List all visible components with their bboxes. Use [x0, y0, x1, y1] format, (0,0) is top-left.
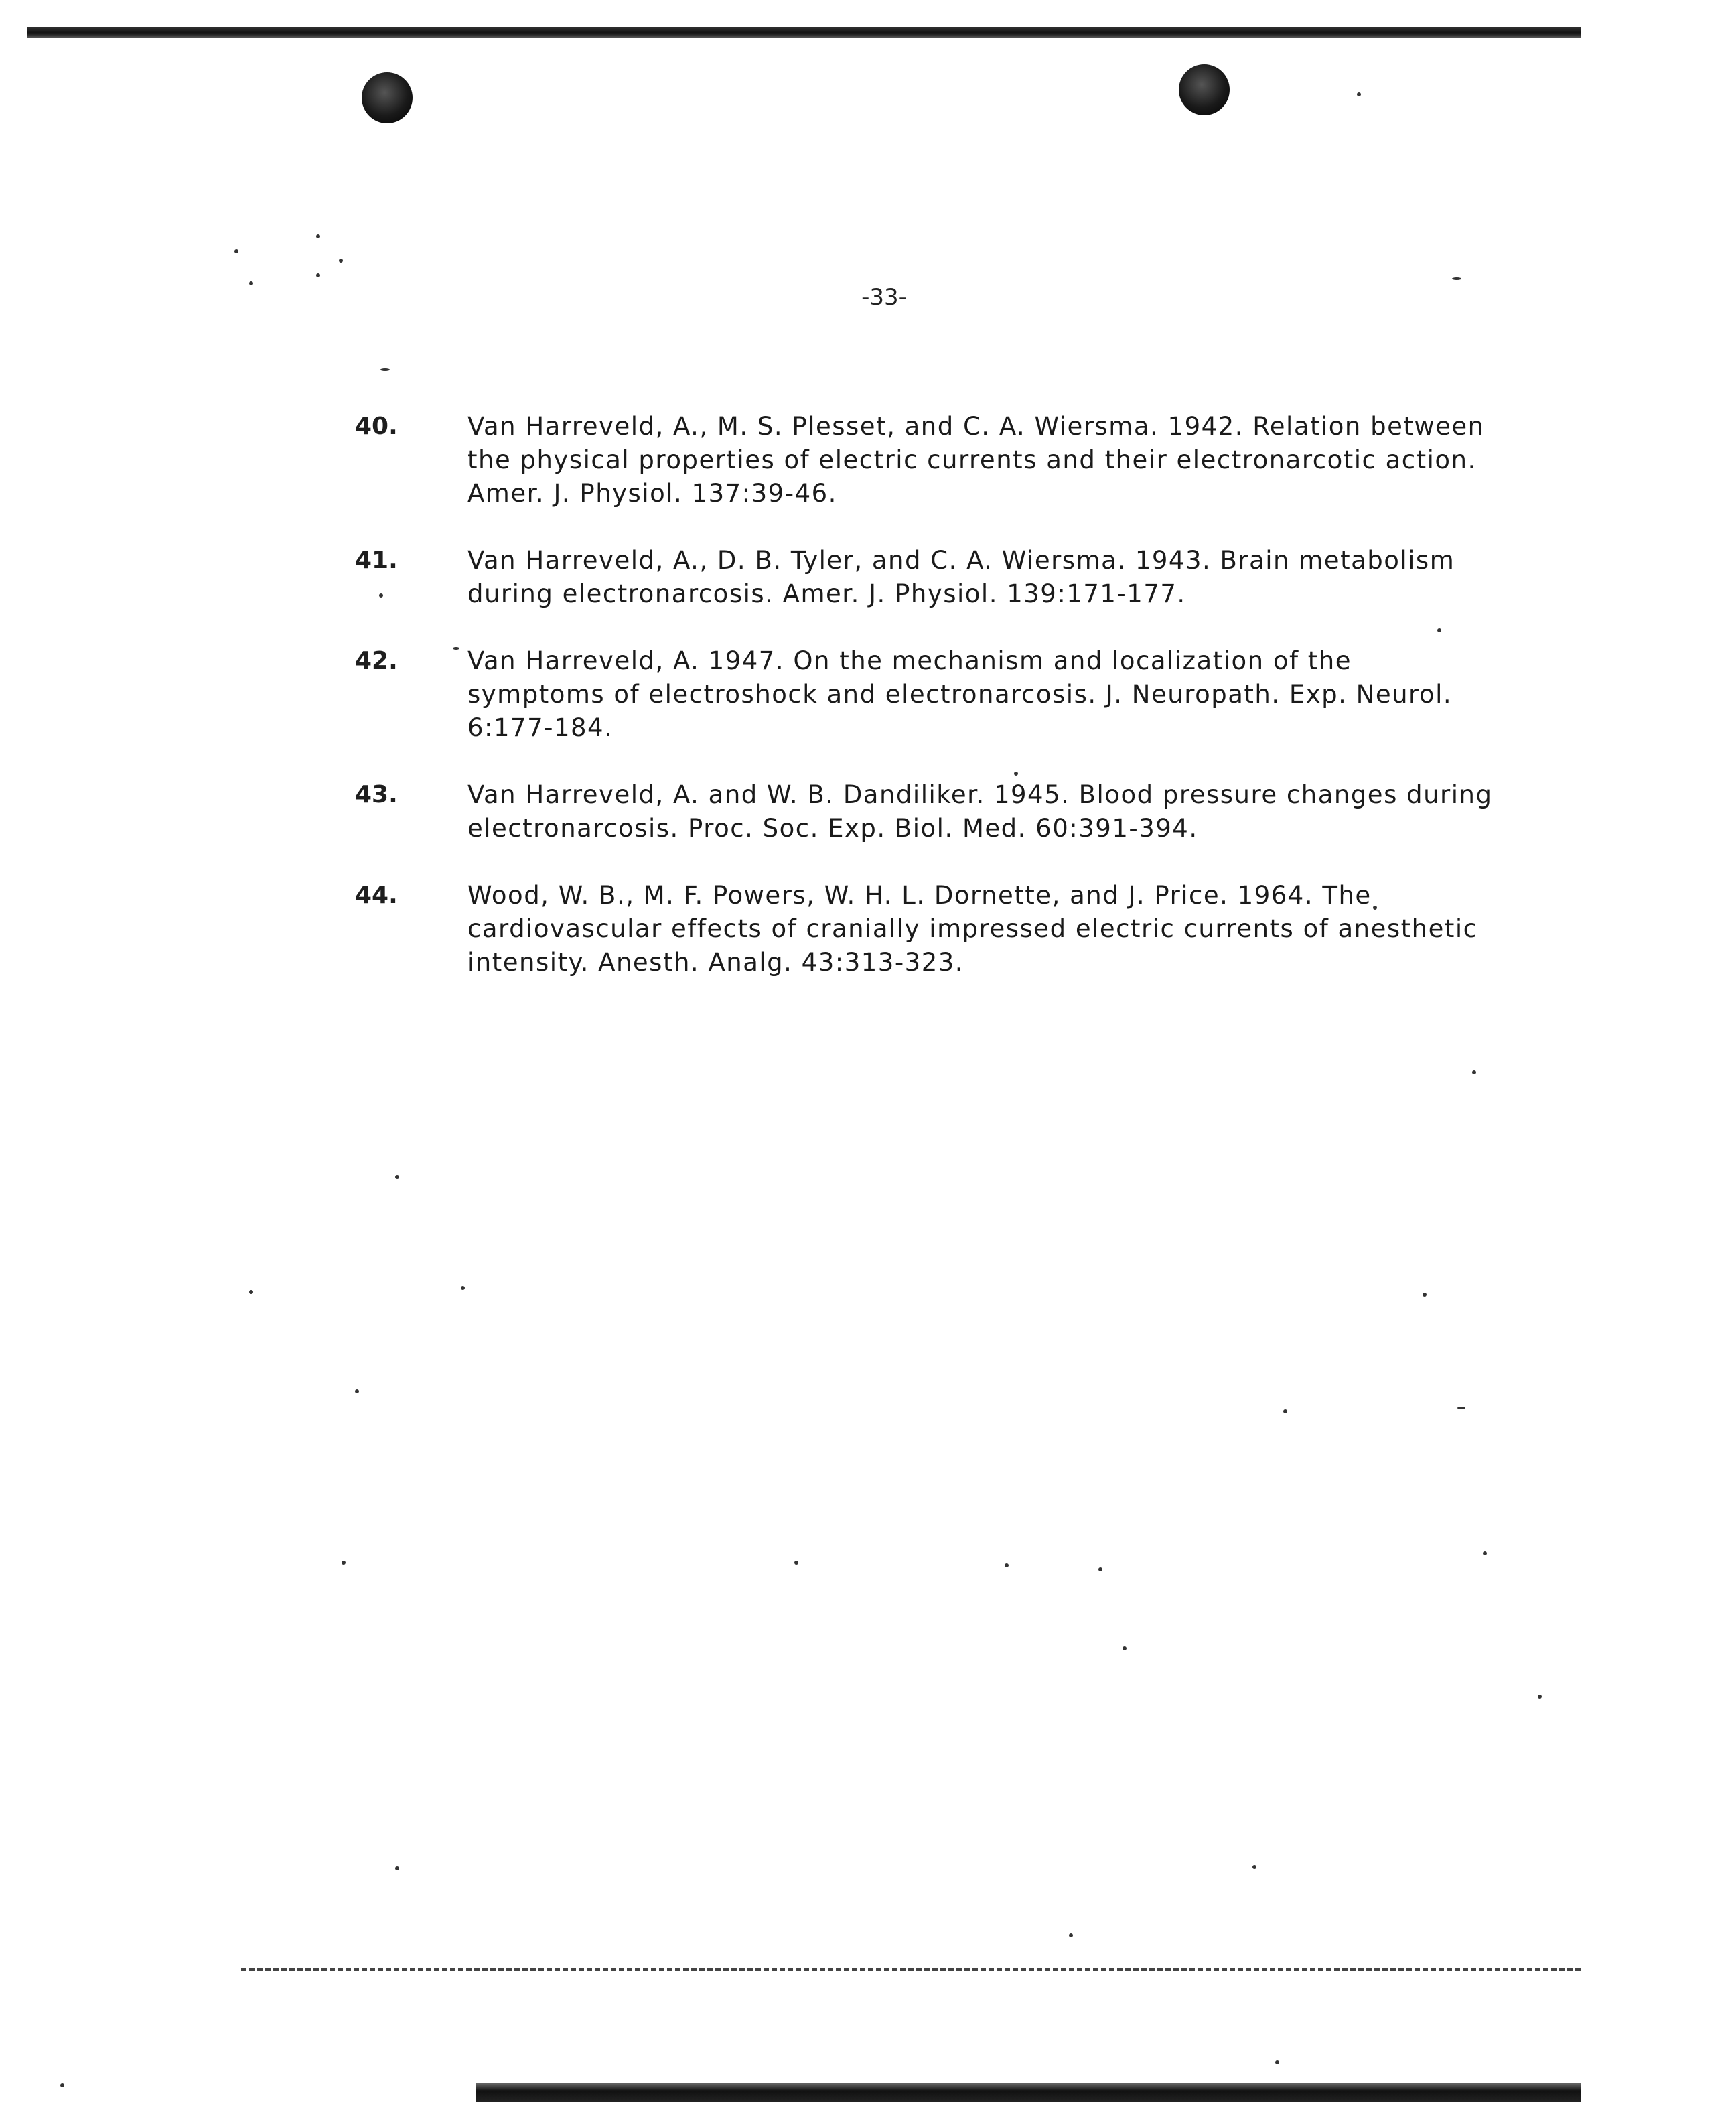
speck [249, 281, 253, 285]
speck [355, 1389, 359, 1393]
reference-item [355, 410, 1494, 510]
speck [1483, 1551, 1487, 1555]
speck [794, 1561, 798, 1565]
speck [1098, 1567, 1102, 1571]
reference-text: Van Harreveld, A., M. S. Plesset, and C. A. Wiersma. 1942. Relation between the physical properties of electric currents and their electronarcotic action. Amer. J. Physiol. 137:39-46. [467, 412, 1485, 508]
speck [1283, 1409, 1287, 1413]
reference-text: Van Harreveld, A. and W. B. Dandiliker. 1945. Blood pressure changes during electronarcosis. Proc. Soc. Exp. Biol. Med. 60:391-394. [467, 780, 1493, 843]
speck [1452, 277, 1461, 280]
speck [1123, 1646, 1127, 1650]
reference-number: 41. [355, 547, 398, 574]
speck [395, 1175, 399, 1179]
reference-item [355, 544, 1494, 611]
speck [60, 2083, 64, 2087]
reference-number: 43. [355, 781, 398, 809]
speck [1538, 1695, 1542, 1699]
page-number: -33- [861, 284, 907, 311]
punch-hole-right [1179, 64, 1230, 115]
speck [1357, 92, 1361, 96]
speck [342, 1561, 346, 1565]
reference-item [355, 879, 1494, 979]
speck [395, 1866, 399, 1870]
reference-number: 44. [355, 882, 398, 909]
speck [1275, 2060, 1279, 2064]
scan-top-border [27, 27, 1581, 38]
reference-item [355, 644, 1494, 745]
speck [1252, 1865, 1256, 1869]
reference-item [355, 778, 1494, 845]
speck [249, 1290, 253, 1294]
reference-text: Van Harreveld, A. 1947. On the mechanism and localization of the symptoms of electroshock and electronarcosis. J. Neuropath. Exp. Neurol. 6:177-184. [467, 646, 1453, 742]
scan-bottom-rule [241, 1968, 1581, 1973]
reference-list [355, 410, 1494, 1013]
reference-number: 42. [355, 647, 398, 675]
speck [1457, 1407, 1465, 1409]
reference-text: Van Harreveld, A., D. B. Tyler, and C. A. Wiersma. 1943. Brain metabolism during electronarcosis. Amer. J. Physiol. 139:171-177. [467, 546, 1455, 608]
speck [461, 1286, 465, 1290]
speck [316, 273, 320, 277]
speck [316, 234, 320, 238]
speck [1472, 1070, 1476, 1074]
punch-hole-left [362, 72, 413, 123]
speck [339, 259, 343, 263]
speck [234, 249, 238, 253]
speck [1069, 1933, 1073, 1937]
speck [1423, 1293, 1427, 1297]
speck [1005, 1563, 1009, 1567]
scan-bottom-border [476, 2083, 1581, 2102]
reference-text: Wood, W. B., M. F. Powers, W. H. L. Dornette, and J. Price. 1964. The cardiovascular effects of cranially impressed electric currents of anesthetic intensity. Anesth. Analg. 43:313-323. [467, 881, 1478, 977]
reference-number: 40. [355, 413, 398, 440]
speck [380, 368, 390, 371]
